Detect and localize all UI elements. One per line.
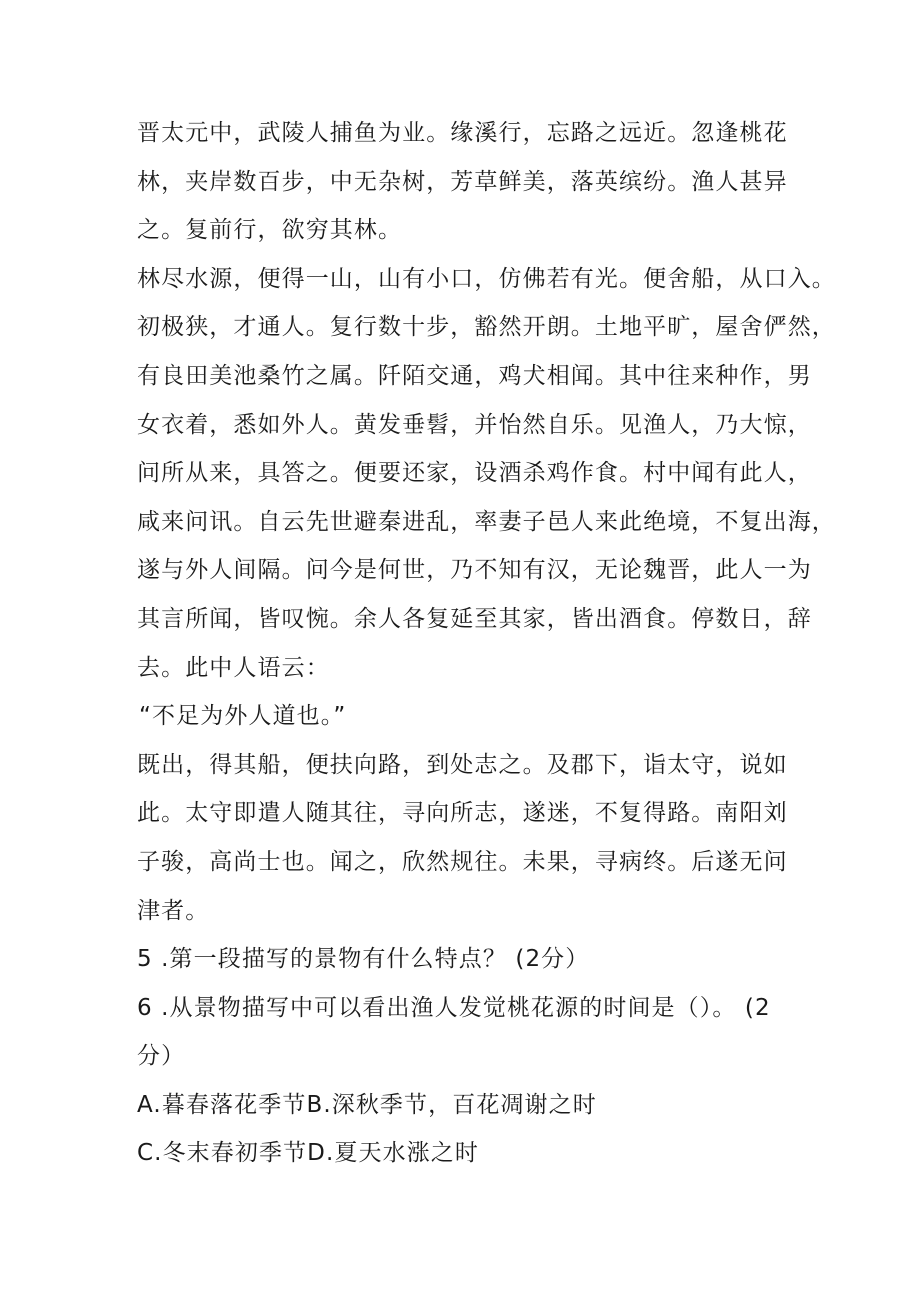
text-line: 问所从来，具答之。便要还家，设酒杀鸡作食。村中闻有此人，: [137, 460, 812, 487]
text-line: 此。太守即遣人随其往，寻向所志，遂迷，不复得路。南阳刘: [137, 800, 788, 827]
text-line: 津者。: [137, 897, 210, 924]
question-5: 5 .第一段描写的景物有什么特点？ (2分）: [137, 946, 590, 973]
quote-line: “不足为外人道也。”: [139, 703, 347, 730]
text-line: 咸来问讯。自云先世避秦进乱，率妻子邑人来此绝境，不复出海，: [137, 508, 836, 535]
text-line: 子骏，高尚士也。闻之，欣然规往。未果，寻病终。后遂无问: [137, 848, 788, 875]
text-line: 既出，得其船，便扶向路，到处志之。及郡下，诣太守，说如: [137, 751, 788, 778]
text-line: 之。复前行，欲穷其林。: [137, 217, 403, 244]
text-line: 去。此中人语云：: [137, 654, 330, 681]
text-line: 林尽水源，便得一山，山有小口，仿佛若有光。便舍船，从口入。: [137, 265, 836, 292]
text-line: 林，夹岸数百步，中无杂树，芳草鲜美，落英缤纷。渔人甚异: [137, 168, 788, 195]
question-6: 6 .从景物描写中可以看出渔人发觉桃花源的时间是（）。 (2: [137, 994, 771, 1021]
text-line: 其言所闻，皆叹惋。余人各复延至其家，皆出酒食。停数日，辞: [137, 605, 812, 632]
passage-body: [137, 109, 836, 1178]
text-line: 女衣着，悉如外人。黄发垂髫，并怡然自乐。见渔人，乃大惊，: [137, 411, 812, 438]
question-6-continued: 分）: [137, 1043, 186, 1070]
text-line: 晋太元中，武陵人捕鱼为业。缘溪行，忘路之远近。忽逢桃花: [137, 120, 788, 146]
options-ab: A.暮春落花季节B.深秋季节，百花凋谢之时: [137, 1091, 597, 1118]
text-line: 初极狭，才通人。复行数十步，豁然开朗。土地平旷，屋舍俨然，: [137, 314, 836, 341]
options-cd: C.冬末春初季节D.夏天水涨之时: [137, 1140, 479, 1167]
text-line: 遂与外人间隔。问今是何世，乃不知有汉，无论魏晋，此人一为: [137, 557, 812, 584]
text-line: 有良田美池桑竹之属。阡陌交通，鸡犬相闻。其中往来种作，男: [137, 362, 812, 389]
